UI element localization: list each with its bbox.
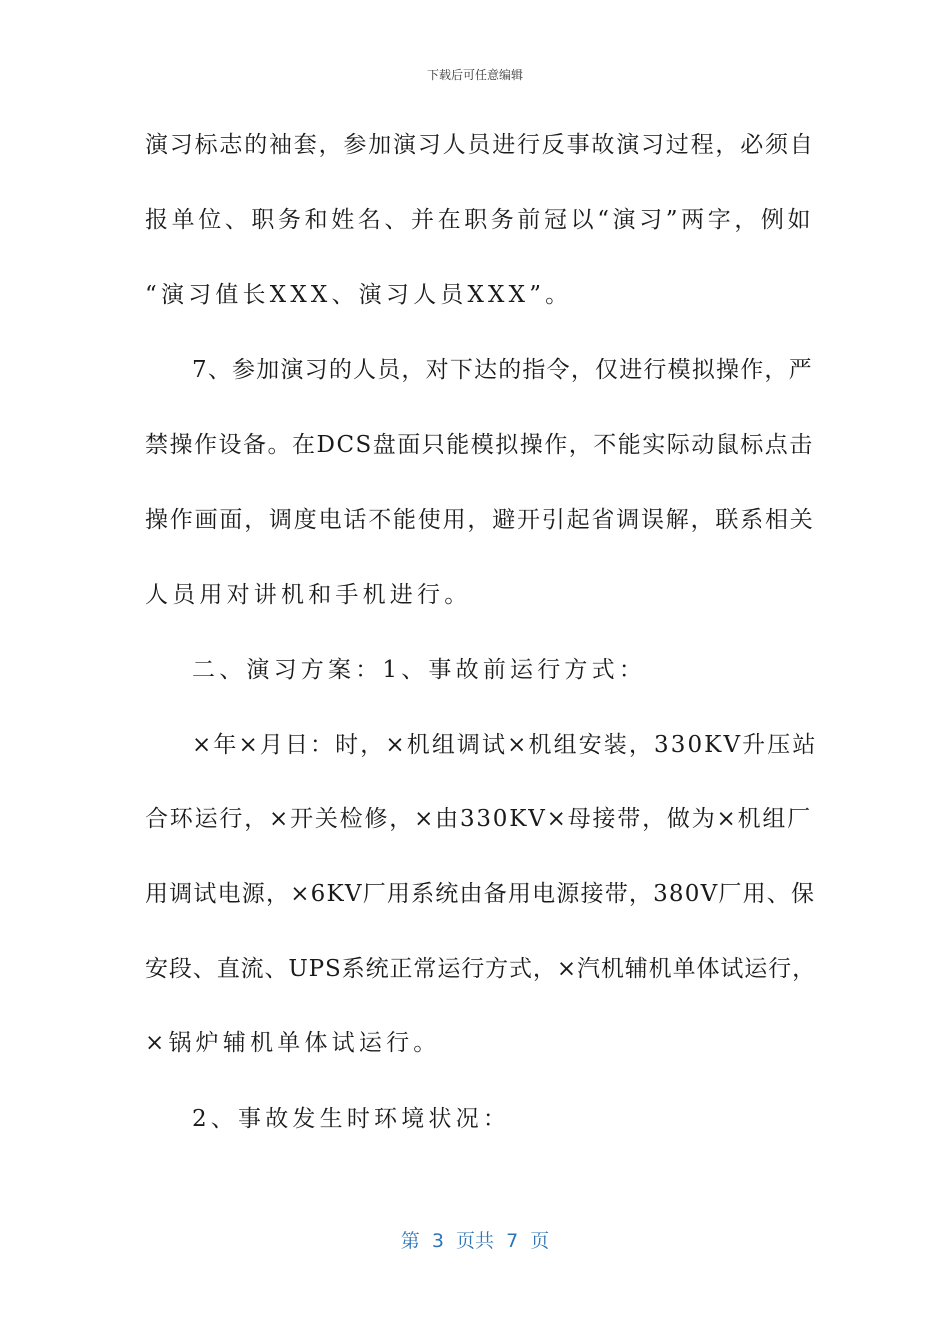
text-line: 报单位、职务和姓名、并在职务前冠以“演习”两字，例如 [145,207,815,233]
text-line: 7、参加演习的人员，对下达的指令，仅进行模拟操作，严 [192,357,813,383]
text-line: 二、演习方案：1、事故前运行方式： [192,657,647,683]
text-line: 2、事故发生时环境状况： [192,1106,511,1132]
text-line: 合环运行，×开关检修，×由330KV×母接带，做为×机组厂 [145,806,812,832]
text-line: 人员用对讲机和手机进行。 [145,582,472,608]
text-line: “演习值长XXX、演习人员XXX”。 [145,282,573,308]
text-line: 操作画面，调度电话不能使用，避开引起省调误解，联系相关 [145,507,815,533]
text-line: 禁操作设备。在DCS盘面只能模拟操作，不能实际动鼠标点击 [145,432,814,458]
text-line: ×年×月日：时，×机组调试×机组安装，330KV升压站 [192,732,818,758]
text-line: 用调试电源，×6KV厂用系统由备用电源接带，380V厂用、保 [145,881,816,907]
text-line: ×锅炉辅机单体试运行。 [145,1030,441,1056]
text-line: 演习标志的袖套，参加演习人员进行反事故演习过程，必须自 [145,132,815,158]
text-line: 安段、直流、UPS系统正常运行方式，×汽机辅机单体试运行， [145,956,816,982]
page-header: 下载后可任意编辑 [426,68,523,82]
page-footer: 第 3 页共 7 页 [400,1230,550,1252]
